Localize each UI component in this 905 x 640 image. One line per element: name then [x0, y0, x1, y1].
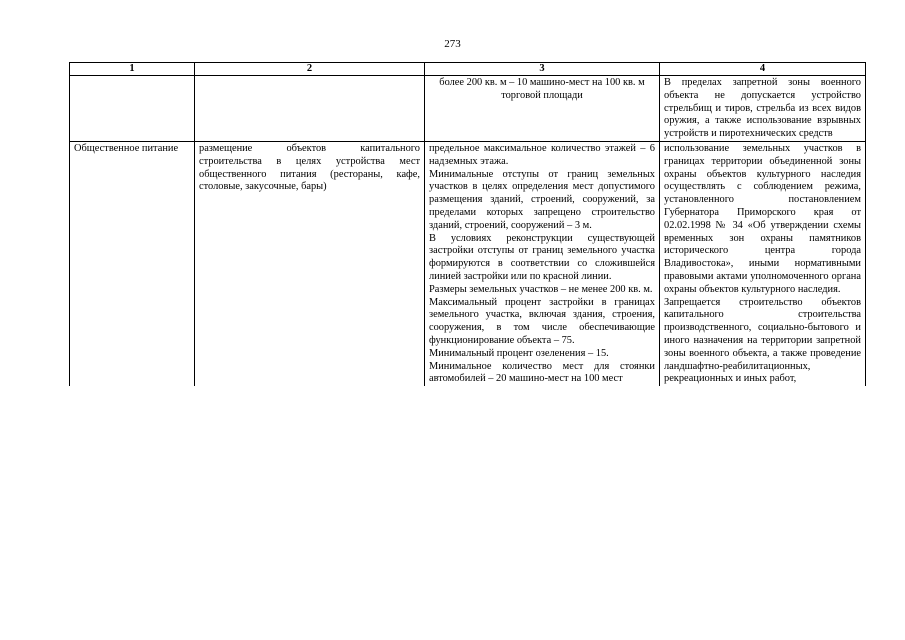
- cell-use-description: [195, 141, 425, 386]
- cell-parameters: [425, 141, 660, 386]
- page-number: 273: [444, 38, 461, 50]
- column-header-4: 4: [660, 63, 866, 76]
- param-floors: предельное максимальное количество этажей – 6 надземных этажа.: [429, 142, 655, 167]
- restriction-military-zone: Запрещается строительство объектов капитального строительства производственного, социально-бытового и иного назначения на территории запретной зоны военного объекта, а также проведение ландшафтно-реабилитационных, рекреационных и иных работ,: [664, 296, 861, 385]
- regulations-table: [69, 62, 866, 386]
- table-row-public-catering: [70, 141, 866, 386]
- column-header-2: 2: [195, 63, 425, 76]
- cell-restrictions: [660, 141, 866, 386]
- continued-col4-text: В пределах запретной зоны военного объекта не допускается устройство стрельбищ и тиров, стрельба из всех видов оружия, а также использование взрывных устройств и пиротехнических средств: [664, 77, 861, 140]
- table-header-row: [70, 63, 866, 76]
- cell-continued-col4: [660, 76, 866, 142]
- table-row-continued: [70, 76, 866, 142]
- param-landscaping: Минимальный процент озеленения – 15.: [429, 347, 609, 359]
- cell-continued-col3: [425, 76, 660, 142]
- param-reconstruction: В условиях реконструкции существующей застройки отступы от границ земельного участка формируются в соответствии со сложившейся линией застройки или по красной линии.: [429, 232, 655, 282]
- cell-continued-col1: [70, 76, 195, 142]
- continued-col3-text: более 200 кв. м – 10 машино-мест на 100 кв. м торговой площади: [439, 77, 645, 101]
- column-header-3: 3: [425, 63, 660, 76]
- restriction-heritage: использование земельных участков в границах территории объединенной зоны охраны объектов культурного наследия осуществлять с соблюдением режима, установленного постановлением Губернатора Приморского края от 02.02.1998 № 34 «Об утверждении схемы временных зон охраны памятников исторического центра города Владивостока», иными нормативными правовыми актами уполномоченного органа охраны объектов культурного наследия.: [664, 142, 861, 295]
- use-type-name: Общественное питание: [74, 142, 179, 154]
- param-parking: Минимальное количество мест для стоянки автомобилей – 20 машино-мест на 100 мест: [429, 360, 655, 385]
- cell-use-type: [70, 141, 195, 386]
- param-plot-size: Размеры земельных участков – не менее 200 кв. м.: [429, 283, 653, 295]
- param-setbacks: Минимальные отступы от границ земельных участков в целях определения мест допустимого размещения зданий, строений, сооружений, за пределами которых запрещено строительство зданий, строений, сооружений – 3 м.: [429, 168, 655, 231]
- use-description-text: размещение объектов капитального строительства в целях устройства мест общественного питания (рестораны, кафе, столовые, закусочные, бары): [199, 142, 420, 193]
- column-header-1: 1: [70, 63, 195, 76]
- param-building-coverage: Максимальный процент застройки в границах земельного участка, включая здания, строения, сооружения, в том числе обеспечивающие функционирование объекта – 75.: [429, 296, 655, 346]
- cell-continued-col2: [195, 76, 425, 142]
